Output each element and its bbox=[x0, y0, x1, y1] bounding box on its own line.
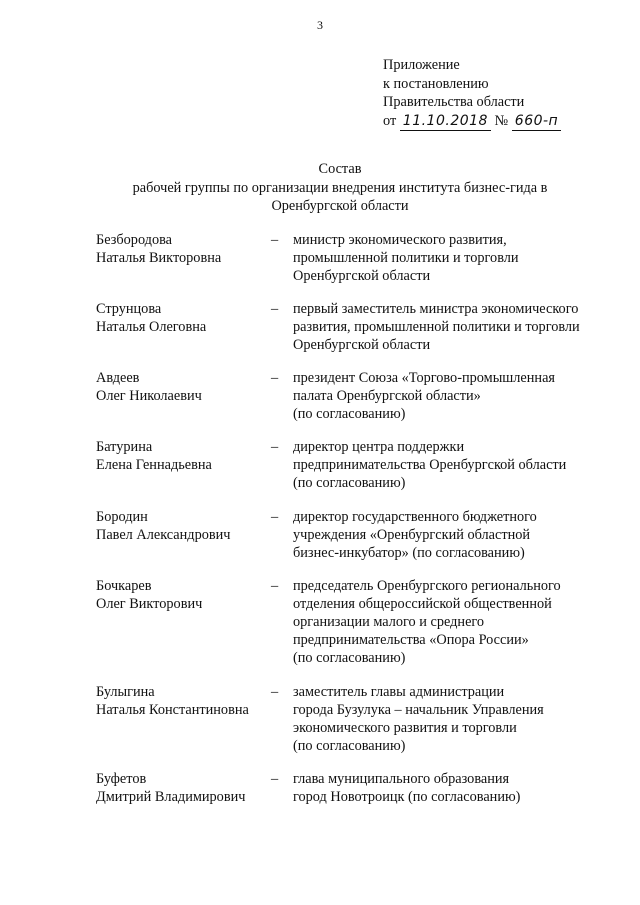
member-name bbox=[96, 577, 266, 613]
role-line: Оренбургской области bbox=[293, 337, 431, 353]
member-role bbox=[293, 508, 603, 562]
role-line: президент Союза «Торгово-промышленная bbox=[293, 370, 556, 386]
member-surname: Батурина bbox=[96, 439, 153, 455]
separator-dash: – bbox=[271, 578, 279, 594]
appendix-header bbox=[383, 56, 561, 131]
member-role bbox=[293, 369, 603, 423]
number-prefix: № bbox=[494, 112, 509, 129]
role-line: палата Оренбургской области» bbox=[293, 388, 481, 404]
member-name bbox=[96, 770, 266, 806]
member-surname: Булыгина bbox=[96, 684, 155, 700]
number-value: 660-п bbox=[512, 112, 561, 132]
role-line: заместитель главы администрации bbox=[293, 684, 505, 700]
role-line: учреждения «Оренбургский областной bbox=[293, 527, 531, 543]
member-given-name: Павел Александрович bbox=[96, 527, 231, 543]
role-line: директор государственного бюджетного bbox=[293, 509, 537, 525]
separator-dash: – bbox=[271, 509, 279, 525]
role-line: города Бузулука – начальник Управления bbox=[293, 702, 544, 718]
member-given-name: Наталья Олеговна bbox=[96, 319, 207, 335]
appendix-government: Правительства области bbox=[383, 94, 525, 110]
role-line: министр экономического развития, bbox=[293, 232, 507, 248]
separator-dash: – bbox=[271, 370, 279, 386]
member-surname: Бочкарев bbox=[96, 578, 152, 594]
role-line: (по согласованию) bbox=[293, 650, 406, 666]
member-given-name: Наталья Константиновна bbox=[96, 702, 249, 718]
member-name bbox=[96, 508, 266, 544]
role-line: первый заместитель министра экономического bbox=[293, 301, 579, 317]
role-line: председатель Оренбургского регионального bbox=[293, 578, 561, 594]
role-line: (по согласованию) bbox=[293, 406, 406, 422]
member-role bbox=[293, 438, 603, 492]
member-role bbox=[293, 577, 603, 667]
role-line: глава муниципального образования bbox=[293, 771, 510, 787]
role-line: директор центра поддержки bbox=[293, 439, 465, 455]
member-role bbox=[293, 300, 603, 354]
page-number: 3 bbox=[317, 18, 323, 32]
role-line: (по согласованию) bbox=[293, 738, 406, 754]
member-surname: Безбородова bbox=[96, 232, 173, 248]
appendix-date-number bbox=[383, 112, 561, 132]
role-line: организации малого и среднего bbox=[293, 614, 485, 630]
separator-dash: – bbox=[271, 771, 279, 787]
role-line: отделения общероссийской общественной bbox=[293, 596, 552, 612]
member-role bbox=[293, 770, 603, 806]
member-name bbox=[96, 231, 266, 267]
member-given-name: Дмитрий Владимирович bbox=[96, 789, 246, 805]
role-line: Оренбургской области bbox=[293, 268, 431, 284]
appendix-resolution: к постановлению bbox=[383, 75, 489, 92]
role-line: (по согласованию) bbox=[293, 475, 406, 491]
member-surname: Буфетов bbox=[96, 771, 147, 787]
member-name bbox=[96, 683, 266, 719]
role-line: предпринимательства «Опора России» bbox=[293, 632, 529, 648]
role-line: развития, промышленной политики и торговли bbox=[293, 319, 580, 335]
separator-dash: – bbox=[271, 232, 279, 248]
separator-dash: – bbox=[271, 684, 279, 700]
role-line: город Новотроицк (по согласованию) bbox=[293, 789, 521, 805]
member-surname: Бородин bbox=[96, 509, 148, 525]
member-surname: Авдеев bbox=[96, 370, 140, 386]
separator-dash: – bbox=[271, 301, 279, 317]
member-name bbox=[96, 300, 266, 336]
role-line: предпринимательства Оренбургской области bbox=[293, 457, 567, 473]
title-line-3: Оренбургской области bbox=[271, 198, 409, 214]
member-given-name: Елена Геннадьевна bbox=[96, 457, 212, 473]
date-value: 11.10.2018 bbox=[400, 112, 491, 132]
title-line-2: рабочей группы по организации внедрения института бизнес-гида в bbox=[132, 179, 548, 196]
member-role bbox=[293, 231, 603, 285]
title-line-1: Состав bbox=[318, 161, 362, 177]
role-line: промышленной политики и торговли bbox=[293, 250, 519, 266]
member-name bbox=[96, 438, 266, 474]
member-given-name: Наталья Викторовна bbox=[96, 250, 222, 266]
document-title bbox=[0, 160, 640, 216]
appendix-label: Приложение bbox=[383, 57, 460, 73]
separator-dash: – bbox=[271, 439, 279, 455]
member-given-name: Олег Викторович bbox=[96, 596, 203, 612]
date-prefix: от bbox=[383, 112, 397, 129]
member-role bbox=[293, 683, 603, 755]
member-surname: Струнцова bbox=[96, 301, 162, 317]
role-line: экономического развития и торговли bbox=[293, 720, 517, 736]
member-name bbox=[96, 369, 266, 405]
member-given-name: Олег Николаевич bbox=[96, 388, 202, 404]
role-line: бизнес-инкубатор» (по согласованию) bbox=[293, 545, 525, 561]
